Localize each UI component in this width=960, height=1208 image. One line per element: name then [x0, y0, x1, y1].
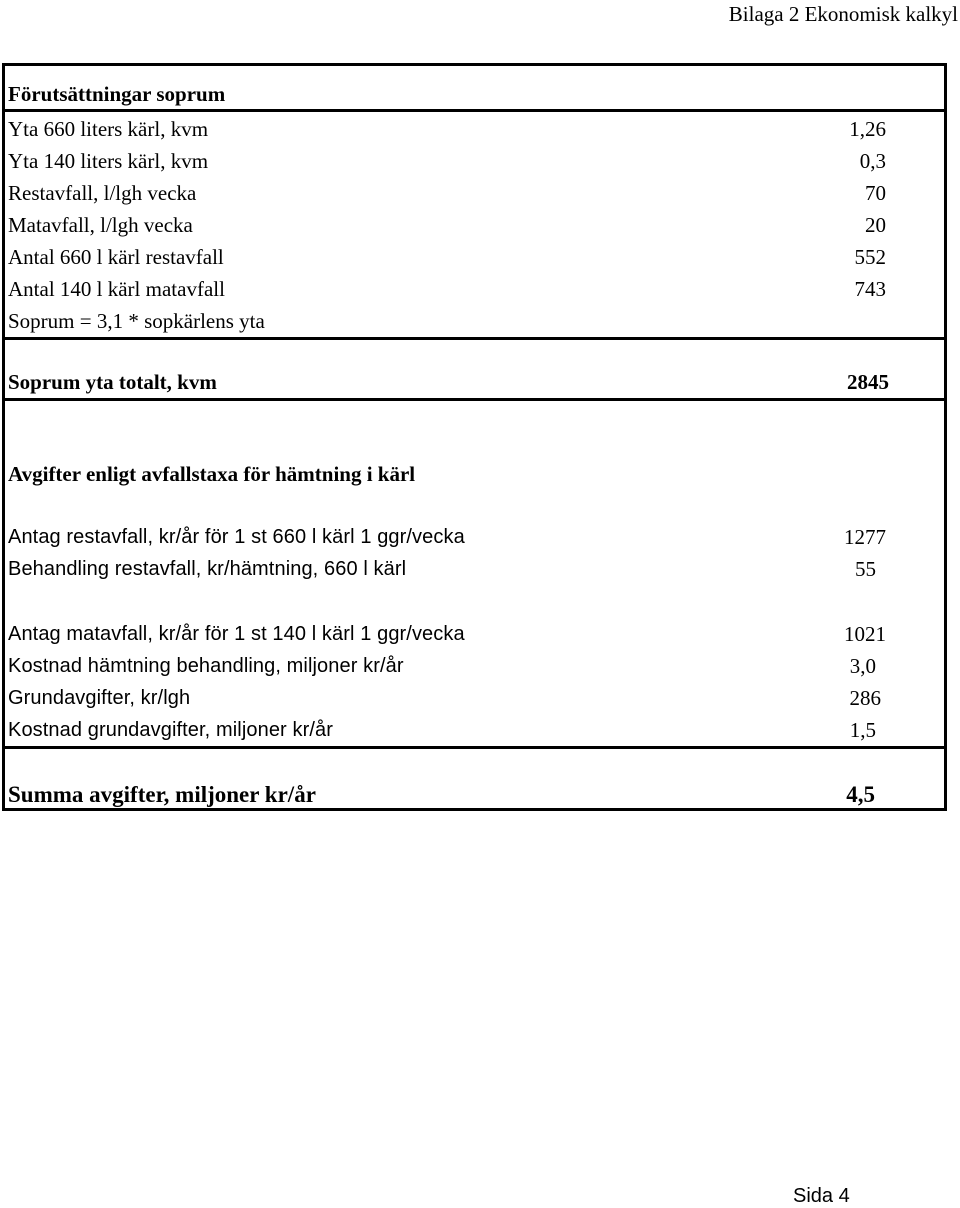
table-row [8, 682, 945, 714]
section-heading-forutsattningar [8, 78, 945, 110]
table-divider [2, 337, 947, 340]
document-title: Bilaga 2 Ekonomisk kalkyl [728, 2, 958, 26]
table-row [8, 521, 945, 553]
row-value: 20 [865, 213, 886, 237]
table-row [8, 209, 945, 241]
row-label: Restavfall, l/lgh vecka [8, 181, 197, 205]
row-value: 3,0 [849, 654, 876, 678]
row-value: 286 [849, 686, 881, 710]
row-label: Behandling restavfall, kr/hämtning, 660 l kärl [8, 558, 407, 580]
row-value: 743 [854, 277, 886, 301]
table-row [8, 241, 945, 273]
row-value: 1,26 [849, 117, 886, 141]
table-row [8, 273, 945, 305]
row-label: Antal 140 l kärl matavfall [8, 277, 225, 301]
row-label: Soprum = 3,1 * sopkärlens yta [8, 309, 265, 333]
row-value: 1,5 [849, 718, 876, 742]
row-label: Yta 140 liters kärl, kvm [8, 149, 209, 173]
row-value: 552 [854, 245, 886, 269]
table-row [8, 618, 945, 650]
table-row [8, 177, 945, 209]
page-number: Sida 4 [793, 1185, 850, 1207]
summa-row [8, 779, 945, 811]
table-row [8, 714, 945, 746]
soprum-total-row [8, 366, 945, 398]
table-row [8, 145, 945, 177]
table-divider [2, 398, 947, 401]
row-label: Yta 660 liters kärl, kvm [8, 117, 209, 141]
table-row [8, 113, 945, 145]
row-value: 1277 [844, 525, 886, 549]
table-row [8, 650, 945, 682]
row-label: Antag matavfall, kr/år för 1 st 140 l kärl 1 ggr/vecka [8, 623, 465, 645]
row-value: 70 [865, 181, 886, 205]
table-row [8, 305, 945, 337]
soprum-total-label: Soprum yta totalt, kvm [8, 370, 217, 394]
section-heading-label: Avgifter enligt avfallstaxa för hämtning i kärl [8, 462, 416, 486]
row-label: Kostnad grundavgifter, miljoner kr/år [8, 719, 333, 741]
table-row [8, 553, 945, 585]
summa-label: Summa avgifter, miljoner kr/år [8, 782, 316, 807]
row-value: 1021 [844, 622, 886, 646]
row-value: 0,3 [859, 149, 886, 173]
row-label: Antal 660 l kärl restavfall [8, 245, 224, 269]
soprum-total-value: 2845 [847, 370, 889, 394]
row-value: 55 [855, 557, 876, 581]
row-label: Matavfall, l/lgh vecka [8, 213, 193, 237]
section-heading-avgifter [8, 458, 945, 490]
table-divider [2, 746, 947, 749]
section-heading-label: Förutsättningar soprum [8, 82, 226, 106]
summa-value: 4,5 [846, 782, 875, 807]
row-label: Antag restavfall, kr/år för 1 st 660 l kärl 1 ggr/vecka [8, 526, 465, 548]
row-label: Grundavgifter, kr/lgh [8, 687, 191, 709]
row-label: Kostnad hämtning behandling, miljoner kr/år [8, 655, 404, 677]
